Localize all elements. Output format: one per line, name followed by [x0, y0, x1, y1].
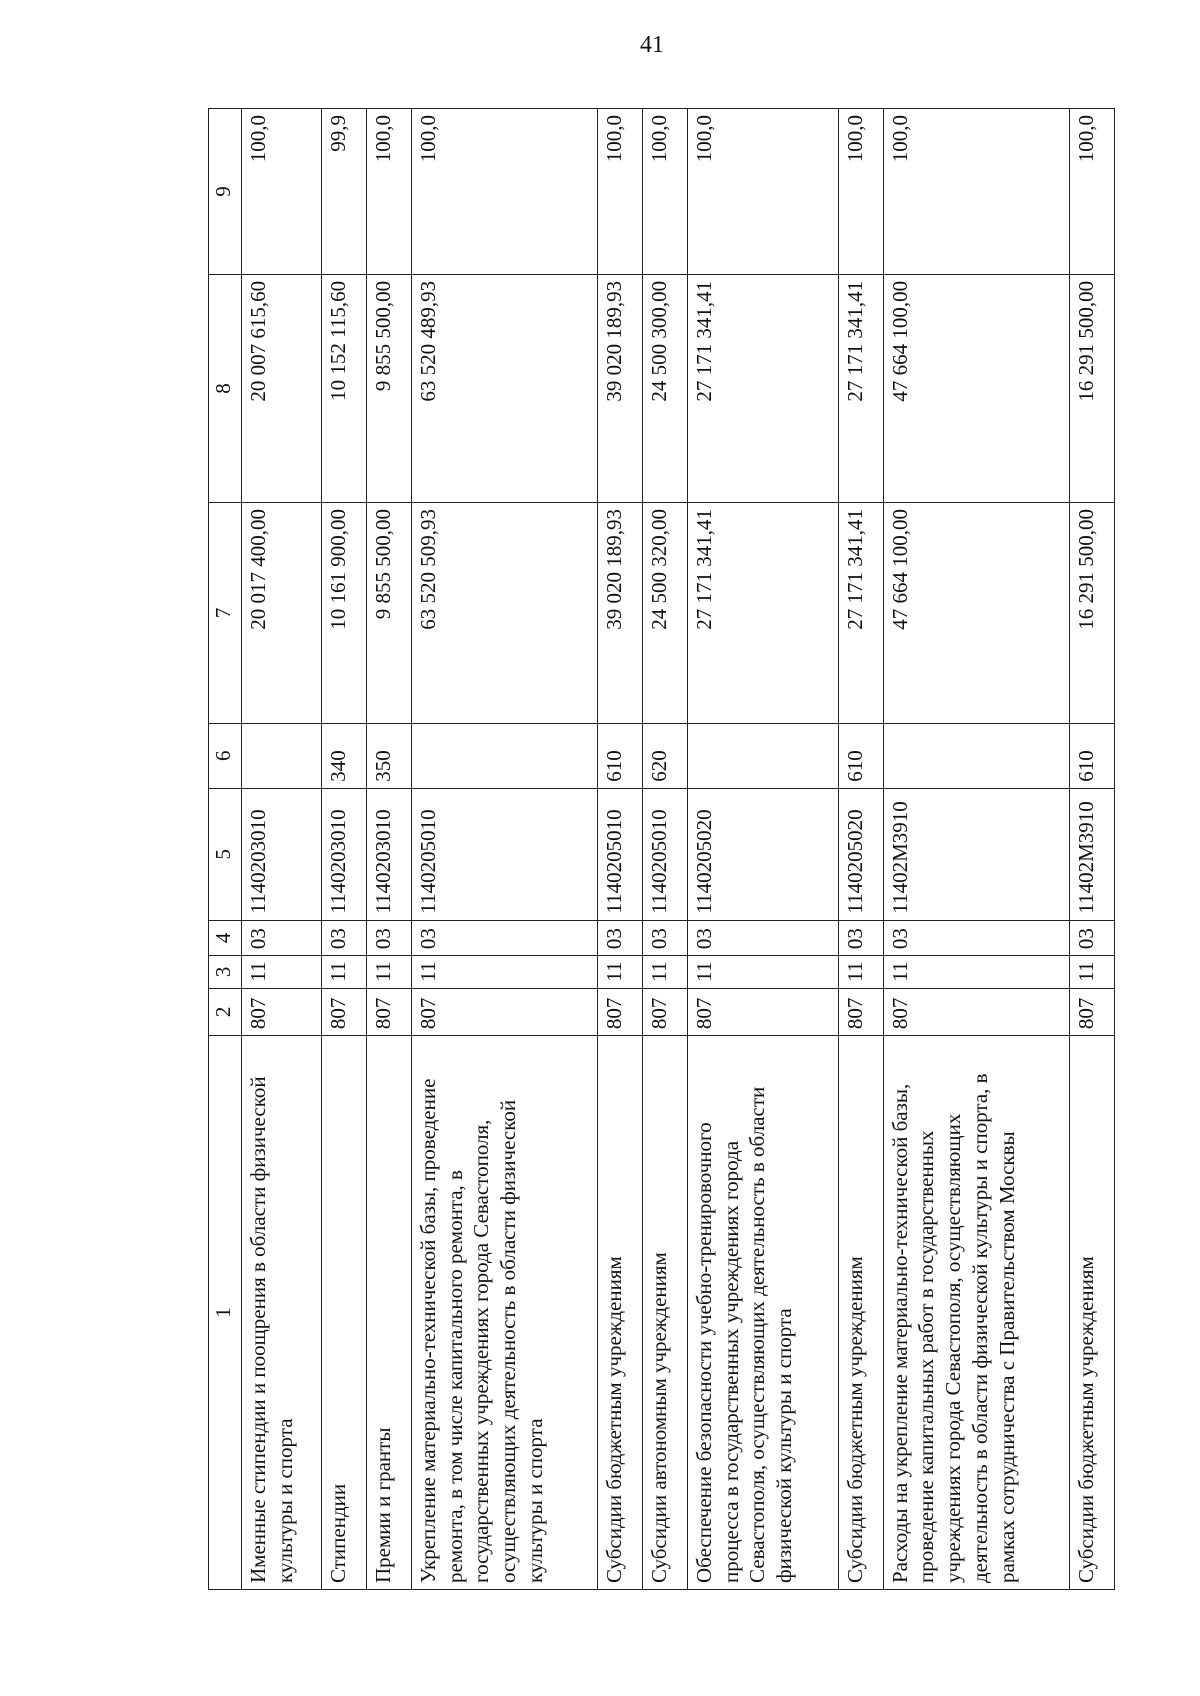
code-807-cell: 807: [598, 988, 643, 1035]
table-row: [883, 109, 1070, 1590]
plan-amount-cell: 63 520 509,93: [411, 502, 598, 723]
target-article-cell: 11402М3910: [883, 788, 1070, 920]
code-807-cell: 807: [242, 988, 322, 1035]
actual-amount-cell: 20 007 615,60: [242, 274, 322, 502]
subsection-cell: 03: [838, 920, 883, 956]
percent-cell: 100,0: [242, 109, 322, 275]
code-807-cell: 807: [838, 988, 883, 1035]
percent-cell: 100,0: [1070, 109, 1115, 275]
plan-amount-cell: 16 291 500,00: [1070, 502, 1115, 723]
subsection-cell: 03: [242, 920, 322, 956]
code-807-cell: 807: [883, 988, 1070, 1035]
subsection-cell: 03: [883, 920, 1070, 956]
table-row: [242, 109, 322, 1590]
section-cell: 11: [411, 956, 598, 989]
actual-amount-cell: 27 171 341,41: [687, 274, 838, 502]
row-name-cell: Расходы на укрепление материально-технической базы, проведение капитальных работ в государственных учреждениях города Севастополя, осуществляющих деятельность в области физической культуры и спорта, в рамках сотрудничества с Правительством Москвы: [883, 1036, 1070, 1590]
budget-table: [208, 108, 1115, 1590]
plan-amount-cell: 24 500 320,00: [643, 502, 688, 723]
percent-cell: 100,0: [838, 109, 883, 275]
expense-type-cell: [883, 723, 1070, 788]
column-header: 2: [209, 988, 242, 1035]
plan-amount-cell: 20 017 400,00: [242, 502, 322, 723]
column-header: 5: [209, 788, 242, 920]
expense-type-cell: 610: [838, 723, 883, 788]
section-cell: 11: [687, 956, 838, 989]
row-name-cell: Субсидии автономным учреждениям: [643, 1036, 688, 1590]
column-header: 8: [209, 274, 242, 502]
expense-type-cell: 610: [1070, 723, 1115, 788]
actual-amount-cell: 16 291 500,00: [1070, 274, 1115, 502]
table-row: [366, 109, 411, 1590]
table-row: [838, 109, 883, 1590]
row-name-cell: Субсидии бюджетным учреждениям: [1070, 1036, 1115, 1590]
section-cell: 11: [1070, 956, 1115, 989]
header-row: [209, 109, 242, 1590]
section-cell: 11: [322, 956, 367, 989]
code-807-cell: 807: [643, 988, 688, 1035]
percent-cell: 99,9: [322, 109, 367, 275]
section-cell: 11: [838, 956, 883, 989]
actual-amount-cell: 10 152 115,60: [322, 274, 367, 502]
actual-amount-cell: 27 171 341,41: [838, 274, 883, 502]
rotated-table-container: [208, 108, 1115, 1590]
expense-type-cell: [242, 723, 322, 788]
percent-cell: 100,0: [366, 109, 411, 275]
column-header: 6: [209, 723, 242, 788]
target-article-cell: 1140205020: [838, 788, 883, 920]
target-article-cell: 11402М3910: [1070, 788, 1115, 920]
subsection-cell: 03: [411, 920, 598, 956]
expense-type-cell: [687, 723, 838, 788]
target-article-cell: 1140205010: [598, 788, 643, 920]
expense-type-cell: 620: [643, 723, 688, 788]
actual-amount-cell: 24 500 300,00: [643, 274, 688, 502]
page-number: 41: [640, 32, 664, 58]
row-name-cell: Укрепление материально-технической базы, проведение ремонта, в том числе капитального ремонта, в государственных учреждениях города Севастополя, осуществляющих деятельность в области физической культуры и спорта: [411, 1036, 598, 1590]
percent-cell: 100,0: [687, 109, 838, 275]
target-article-cell: 1140205010: [643, 788, 688, 920]
row-name-cell: Премии и гранты: [366, 1036, 411, 1590]
percent-cell: 100,0: [883, 109, 1070, 275]
plan-amount-cell: 27 171 341,41: [687, 502, 838, 723]
section-cell: 11: [242, 956, 322, 989]
table-row: [411, 109, 598, 1590]
table-row: [643, 109, 688, 1590]
section-cell: 11: [883, 956, 1070, 989]
table-row: [322, 109, 367, 1590]
column-header: 9: [209, 109, 242, 275]
plan-amount-cell: 10 161 900,00: [322, 502, 367, 723]
row-name-cell: Субсидии бюджетным учреждениям: [598, 1036, 643, 1590]
expense-type-cell: 340: [322, 723, 367, 788]
section-cell: 11: [598, 956, 643, 989]
column-header: 3: [209, 956, 242, 989]
section-cell: 11: [643, 956, 688, 989]
plan-amount-cell: 27 171 341,41: [838, 502, 883, 723]
row-name-cell: Обеспечение безопасности учебно-тренировочного процесса в государственных учреждениях города Севастополя, осуществляющих деятельность в области физической культуры и спорта: [687, 1036, 838, 1590]
code-807-cell: 807: [411, 988, 598, 1035]
subsection-cell: 03: [687, 920, 838, 956]
percent-cell: 100,0: [598, 109, 643, 275]
percent-cell: 100,0: [411, 109, 598, 275]
percent-cell: 100,0: [643, 109, 688, 275]
expense-type-cell: 350: [366, 723, 411, 788]
actual-amount-cell: 47 664 100,00: [883, 274, 1070, 502]
target-article-cell: 1140203010: [242, 788, 322, 920]
code-807-cell: 807: [322, 988, 367, 1035]
subsection-cell: 03: [598, 920, 643, 956]
column-header: 4: [209, 920, 242, 956]
row-name-cell: Субсидии бюджетным учреждениям: [838, 1036, 883, 1590]
actual-amount-cell: 9 855 500,00: [366, 274, 411, 502]
subsection-cell: 03: [322, 920, 367, 956]
plan-amount-cell: 47 664 100,00: [883, 502, 1070, 723]
section-cell: 11: [366, 956, 411, 989]
expense-type-cell: [411, 723, 598, 788]
plan-amount-cell: 39 020 189,93: [598, 502, 643, 723]
target-article-cell: 1140203010: [366, 788, 411, 920]
code-807-cell: 807: [366, 988, 411, 1035]
subsection-cell: 03: [643, 920, 688, 956]
actual-amount-cell: 39 020 189,93: [598, 274, 643, 502]
subsection-cell: 03: [366, 920, 411, 956]
subsection-cell: 03: [1070, 920, 1115, 956]
column-header: 1: [209, 1036, 242, 1590]
actual-amount-cell: 63 520 489,93: [411, 274, 598, 502]
row-name-cell: Стипендии: [322, 1036, 367, 1590]
table-row: [1070, 109, 1115, 1590]
column-header: 7: [209, 502, 242, 723]
plan-amount-cell: 9 855 500,00: [366, 502, 411, 723]
target-article-cell: 1140205020: [687, 788, 838, 920]
code-807-cell: 807: [687, 988, 838, 1035]
table-row: [598, 109, 643, 1590]
target-article-cell: 1140203010: [322, 788, 367, 920]
row-name-cell: Именные стипендии и поощрения в области физической культуры и спорта: [242, 1036, 322, 1590]
target-article-cell: 1140205010: [411, 788, 598, 920]
table-row: [687, 109, 838, 1590]
code-807-cell: 807: [1070, 988, 1115, 1035]
expense-type-cell: 610: [598, 723, 643, 788]
